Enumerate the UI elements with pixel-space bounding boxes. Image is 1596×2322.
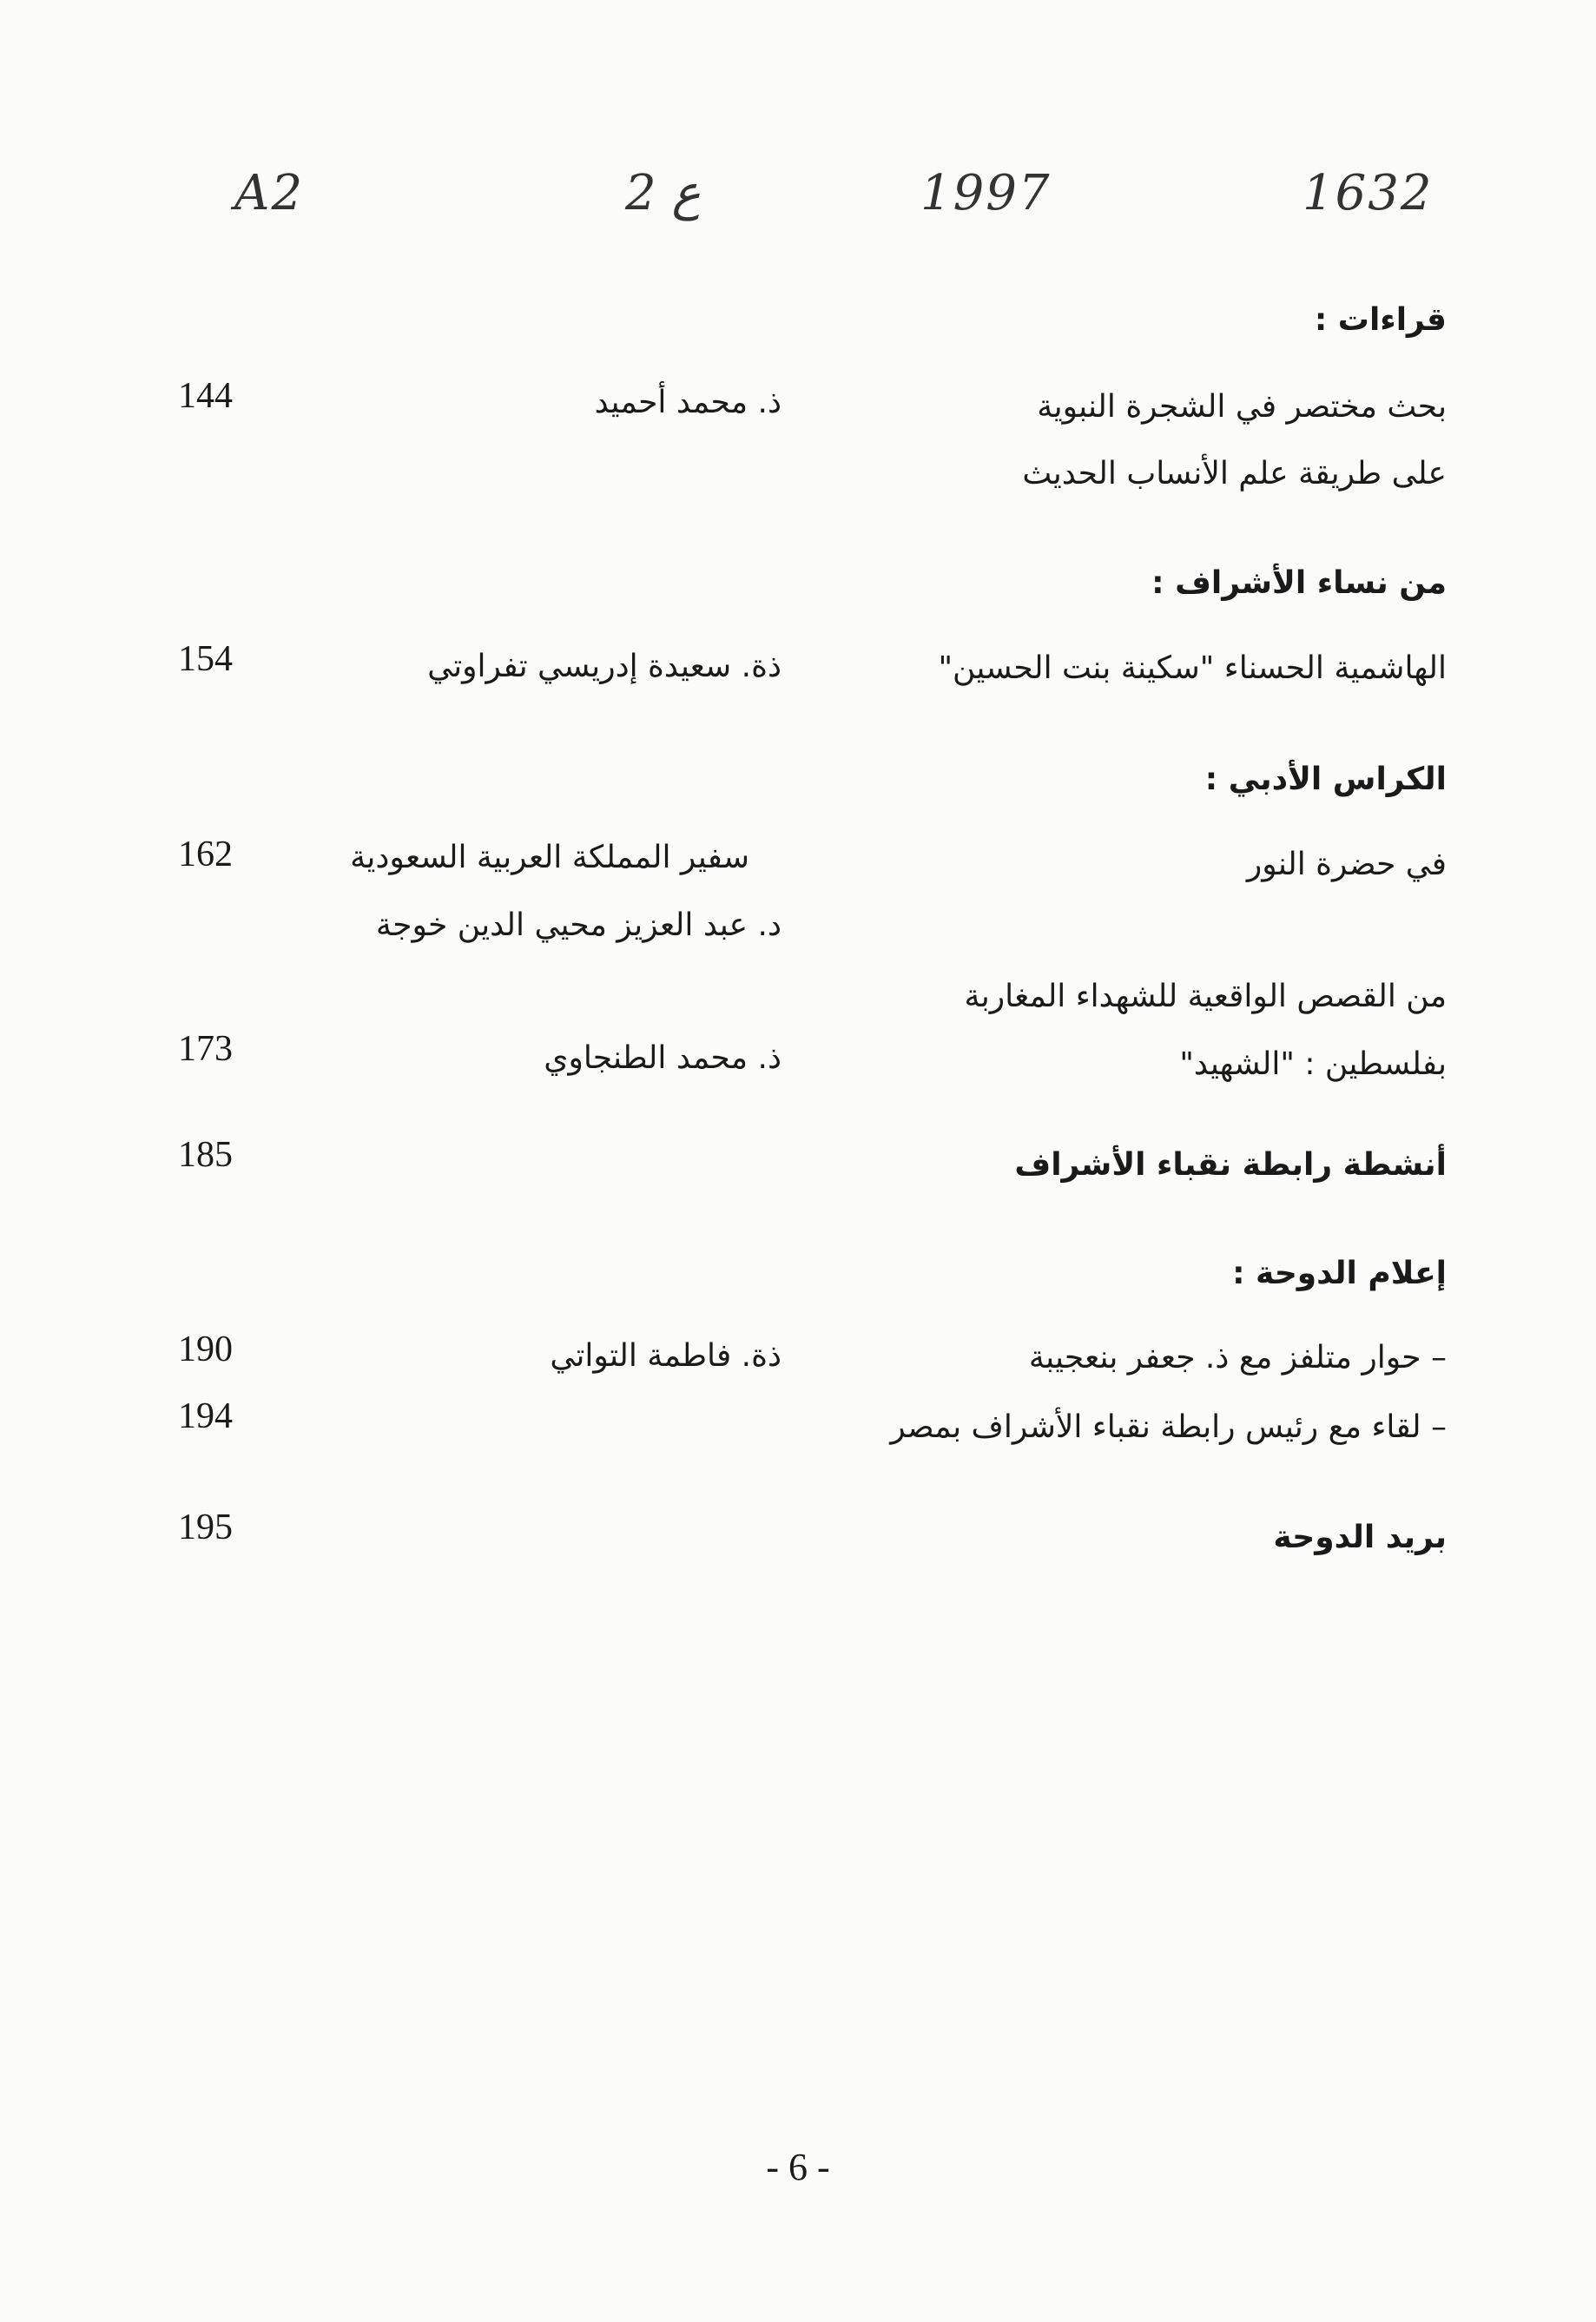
section-page-number: 185: [178, 1135, 233, 1175]
section-page-number: 195: [178, 1507, 233, 1547]
entry-author: ذة. فاطمة التواتي: [550, 1338, 782, 1374]
entry-title: بحث مختصر في الشجرة النبوية: [1037, 389, 1447, 425]
entry-page-number: 173: [178, 1029, 233, 1069]
handwritten-code: A2: [234, 165, 305, 221]
entry-author: ذة. سعيدة إدريسي تفراوتي: [427, 649, 782, 684]
section-heading: بريد الدوحة: [1273, 1520, 1447, 1555]
entry-title: في حضرة النور: [1246, 847, 1447, 882]
entry-author: ذ. محمد الطنجاوي: [544, 1040, 782, 1076]
entry-title: من القصص الواقعية للشهداء المغاربة: [964, 979, 1447, 1014]
entry-page-number: 190: [178, 1329, 233, 1369]
entry-title: بفلسطين : "الشهيد": [1179, 1046, 1447, 1082]
entry-title: الهاشمية الحسناء "سكينة بنت الحسين": [938, 650, 1447, 686]
entry-title: – حوار متلفز مع ذ. جعفر بنعجيبة: [1028, 1340, 1447, 1375]
page-number-footer: - 6 -: [766, 2146, 830, 2188]
entry-page-number: 154: [178, 639, 233, 679]
entry-author: د. عبد العزيز محيي الدين خوجة: [375, 907, 782, 943]
section-heading: أنشطة رابطة نقباء الأشراف: [1014, 1147, 1447, 1183]
entry-title: – لقاء مع رئيس رابطة نقباء الأشراف بمصر: [890, 1409, 1447, 1445]
entry-page-number: 194: [178, 1396, 233, 1436]
handwritten-number: 1632: [1303, 165, 1434, 221]
entry-title: على طريقة علم الأنساب الحديث: [1022, 456, 1447, 491]
entry-author: سفير المملكة العربية السعودية: [350, 840, 749, 875]
entry-author: ذ. محمد أحميد: [594, 385, 782, 420]
entry-page-number: 162: [178, 834, 233, 874]
entry-page-number: 144: [178, 376, 233, 416]
section-heading: إعلام الدوحة :: [1232, 1256, 1447, 1291]
handwritten-mark: 2 ع: [625, 165, 701, 221]
section-heading: الكراس الأدبي :: [1204, 762, 1447, 797]
section-heading: من نساء الأشراف :: [1151, 565, 1447, 601]
handwritten-year: 1997: [920, 165, 1052, 221]
section-heading: قراءات :: [1314, 302, 1447, 338]
